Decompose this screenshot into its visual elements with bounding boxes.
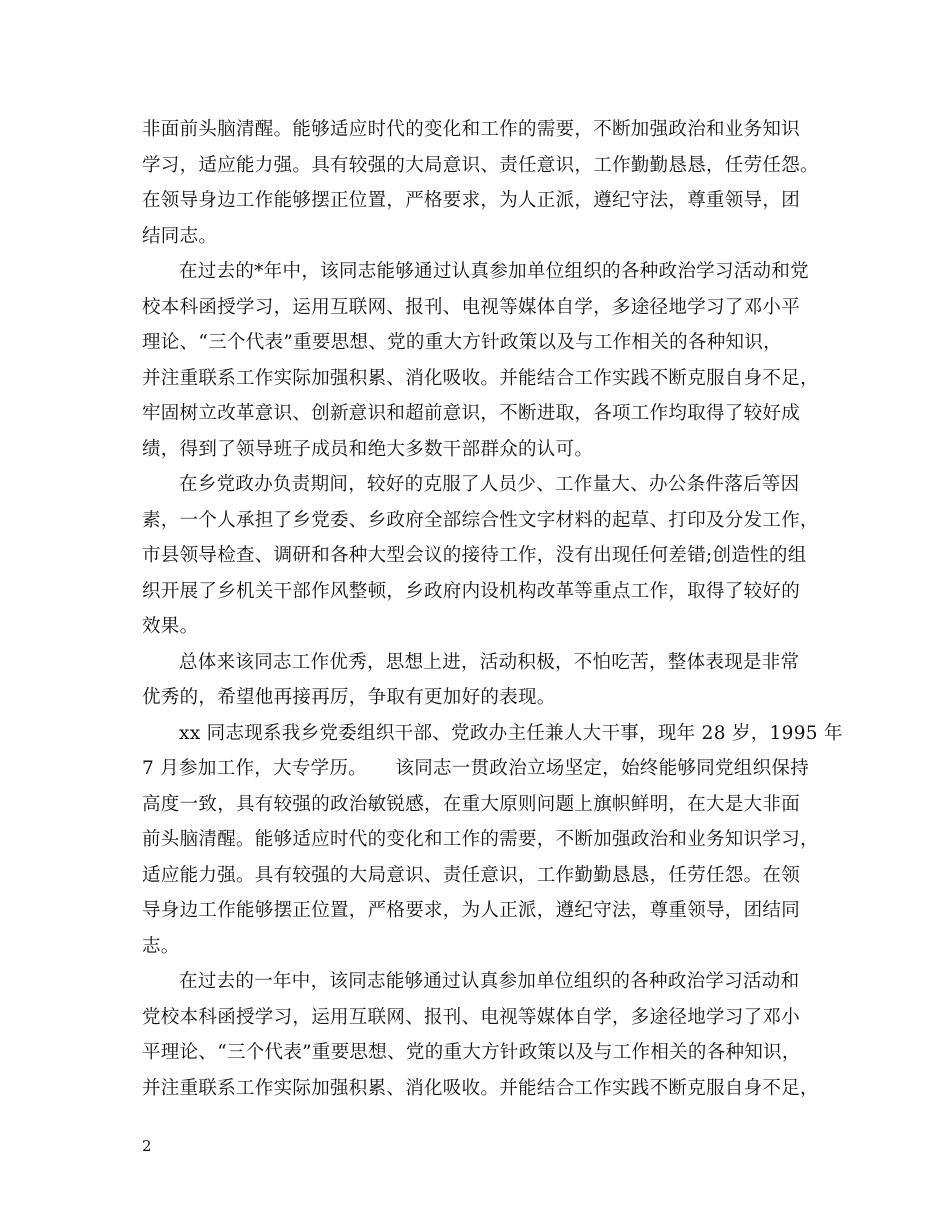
- document-body: [142, 112, 843, 1106]
- text-line: 平理论、“三个代表”重要思想、党的重大方针政策以及与工作相关的各种知识，: [142, 1042, 801, 1063]
- text-line: 在乡党政办负责期间，较好的克服了人员少、工作量大、办公条件落后等因: [179, 474, 800, 495]
- text-line: 非面前头脑清醒。能够适应时代的变化和工作的需要，不断加强政治和业务知识: [142, 119, 801, 140]
- text-line: 高度一致，具有较强的政治敏锐感，在重大原则问题上旗帜鲜明，在大是大非面: [142, 793, 801, 815]
- paragraph-5: [142, 716, 843, 965]
- text-line: 市县领导检查、调研和各种大型会议的接待工作，没有出现任何差错;创造性的组: [142, 545, 807, 566]
- text-line: 结同志。: [142, 225, 218, 247]
- text-line: 牢固树立改革意识、创新意识和超前意识，不断进取，各项工作均取得了较好成: [142, 403, 801, 424]
- text-line: 在领导身边工作能够摆正位置，严格要求，为人正派，遵纪守法，尊重领导，团: [142, 190, 801, 211]
- text-line: 优秀的，希望他再接再厉，争取有更加好的表现。: [142, 687, 556, 708]
- paragraph-4: [142, 645, 818, 716]
- text-line: 导身边工作能够摆正位置，严格要求，为人正派，遵纪守法，尊重领导，团结同: [142, 900, 801, 921]
- text-line: 志。: [142, 935, 180, 957]
- text-line: 学习，适应能力强。具有较强的大局意识、责任意识，工作勤勤恳恳，任劳任怨。: [142, 154, 819, 176]
- text-line: 在过去的*年中，该同志能够通过认真参加单位组织的各种政治学习活动和党: [179, 261, 809, 282]
- paragraph-1: [142, 112, 818, 254]
- text-line: 7 月参加工作，大专学历。 该同志一贯政治立场坚定，始终能够同党组织保持: [142, 758, 810, 779]
- text-line: 绩，得到了领导班子成员和绝大多数干部群众的认可。: [142, 438, 594, 460]
- text-line: 党校本科函授学习，运用互联网、报刊、电视等媒体自学，多途径地学习了邓小: [142, 1006, 801, 1028]
- text-line: 理论、“三个代表”重要思想、党的重大方针政策以及与工作相关的各种知识，: [142, 332, 782, 353]
- text-line: 适应能力强。具有较强的大局意识、责任意识，工作勤勤恳恳，任劳任怨。在领: [142, 864, 801, 886]
- text-line: 织开展了乡机关干部作风整顿，乡政府内设机构改革等重点工作，取得了较好的: [142, 580, 801, 602]
- text-line: 素，一个人承担了乡党委、乡政府全部综合性文字材料的起草、打印及分发工作，: [142, 509, 819, 531]
- text-line: 并注重联系工作实际加强积累、消化吸收。并能结合工作实践不断克服自身不足，: [142, 1077, 819, 1099]
- text-line: 在过去的一年中，该同志能够通过认真参加单位组织的各种政治学习活动和: [179, 971, 800, 992]
- paragraph-2: [142, 254, 818, 467]
- paragraph-3: [142, 467, 818, 645]
- text-line: 总体来该同志工作优秀，思想上进，活动积极，不怕吃苦，整体表现是非常: [179, 651, 800, 673]
- text-line: xx 同志现系我乡党委组织干部、党政办主任兼人大干事，现年 28 岁，1995 年: [179, 722, 843, 744]
- text-line: 并注重联系工作实际加强积累、消化吸收。并能结合工作实践不断克服自身不足，: [142, 367, 819, 389]
- paragraph-6: [142, 964, 818, 1106]
- text-line: 校本科函授学习，运用互联网、报刊、电视等媒体自学，多途径地学习了邓小平: [142, 296, 801, 318]
- text-line: 效果。: [142, 616, 199, 637]
- text-line: 前头脑清醒。能够适应时代的变化和工作的需要，不断加强政治和业务知识学习，: [142, 829, 819, 850]
- page-number: 2: [142, 1137, 152, 1155]
